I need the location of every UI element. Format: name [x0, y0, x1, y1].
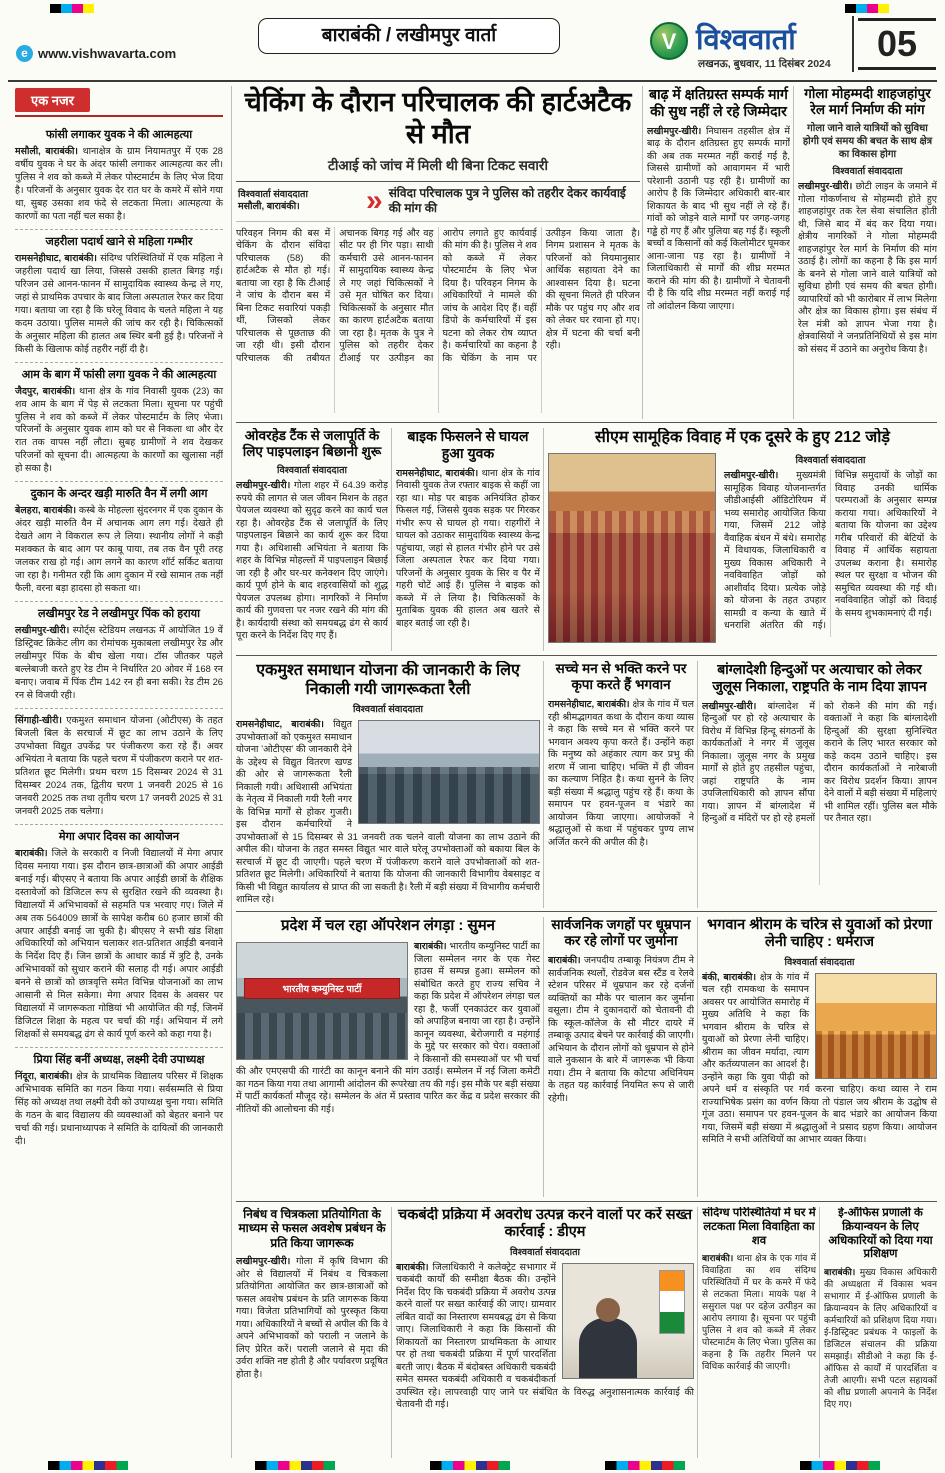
article-body — [548, 698, 694, 848]
headline: ओवरहेड टैंक से जलापूर्ति के लिए पाइपलाइन बिछानी शुरू — [242, 428, 382, 460]
article-bangladesh-protest — [702, 661, 937, 908]
byline: विश्ववार्ता संवाददाता — [353, 704, 423, 716]
article-body — [647, 125, 790, 313]
brief-text: एकमुश्त समाधान योजना (ओटीएस) के तहत बिजली बिल के सरचार्ज में छूट का लाभ उठाने के लिए उपभोक्ता विद्युत उपकेंद्र पर पंजीकरण करा रहे हैं। अवर अभियंता ने बताया कि पहले चरण में पंजीकरण कराने पर शत-प्रतिशत छूट मिलेगी। प्रथम चरण 15 दिसम्बर 2024 से 31 दिसम्बर 2024 तक, द्वितीय चरण 1 जनवरी 2025 से 16 जनवरी 2025 तक तथा तृतीय चरण 17 जनवरी 2025 से 31 जनवरी 2025 तक चलेगा। — [15, 713, 223, 816]
body-text: क्षेत्र के गांव में चल रही श्रीमद्भागवत कथा के दौरान कथा व्यास ने कहा कि सच्चे मन से भक्ति करने पर भगवान अवश्य कृपा करते हैं। उन्होंने कहा कि मनुष्य को अहंकार त्याग कर प्रभु की शरण में जाना चाहिए। भक्ति में ही जीवन का कल्याण निहित है। कथा सुनने के लिए बड़ी संख्या में श्रद्धालु पहुंच रहे हैं। कथा के समापन पर हवन-पूजन व भंडारे का आयोजन किया जाएगा। आयोजकों ने श्रद्धालुओं से कथा में पहुंचकर पुण्य लाभ अर्जित करने की अपील की है। — [548, 698, 694, 847]
registration-marks-top-left — [50, 4, 94, 13]
brief-text: थानाक्षेत्र के ग्राम नियामतपुर में एक 28 वर्षीय युवक ने घर के अंदर फांसी लगाकर आत्महत्या कर ली। पुलिस ने शव को कब्जे में लेकर पोस्टमार्टम के लिए भेज दिया है। परिजनों के अनुसार युवक देर रात घर के कमरे में सोने गया था, सुबह उसका शव फंदे से लटकता मिला। आत्महत्या के कारणों का पता नहीं चल सका है। — [15, 145, 223, 221]
body-text: गोला शहर में 64.39 करोड़ रुपये की लागत से जल जीवन मिशन के तहत पेयजल व्यवस्था को सुदृढ़ करने का कार्य चल रहा है। ओवरहेड टैंक से जलापूर्ति के लिए पाइपलाइन बिछाने का कार्य शुरू कर दिया गया है। अधिशासी अभियंता ने बताया कि शहर के विभिन्न मोहल्लों में पाइपलाइन बिछाई जा रही है और घर-घर कनेक्शन दिए जाएंगे। कार्य पूर्ण होने के बाद शहरवासियों को शुद्ध पेयजल उपलब्ध होगा। नागरिकों ने निर्माण कार्य की गुणवत्ता पर नजर रखने की मांग की है। कार्यदायी संस्था को समयबद्ध ढंग से कार्य पूरा करने के निर्देश दिए गए हैं। — [236, 479, 388, 641]
registration-marks-bottom — [255, 1461, 335, 1470]
body-text: जिलाधिकारी ने कलेक्ट्रेट सभागार में चकबंदी कार्यों की समीक्षा बैठक की। उन्होंने निर्देश दिए कि चकबंदी प्रक्रिया में अवरोध उत्पन्न करने वालों पर सख्त कार्रवाई की जाए। ग्रामवार लंबित वादों का निस्तारण समयबद्ध ढंग से किया जाए। जिलाधिकारी ने कहा कि किसानों की शिकायतों का निस्तारण प्राथमिकता के आधार पर हो तथा चकबंदी प्रक्रिया में पूर्ण पारदर्शिता बरती जाए। बैठक में बंदोबस्त अधिकारी चकबंदी समेत समस्त चकबंदी अधिकारी व चकबंदीकर्ता उपस्थित रहे। लापरवाही पाए जाने पर संबंधित के विरुद्ध अनुशासनात्मक कार्रवाई की चेतावनी दी गई। — [396, 1260, 694, 1410]
pull-quote — [366, 186, 638, 217]
news-brief — [15, 709, 223, 825]
body-text: थाना क्षेत्र के एक गांव में विवाहिता का शव संदिग्ध परिस्थितियों में घर के कमरे में फंदे से लटकता मिला। मायके पक्ष ने ससुराल पक्ष पर दहेज उत्पीड़न का आरोप लगाया है। सूचना पर पहुंची पुलिस ने शव को कब्जे में लेकर पोस्टमार्टम के लिए भेजा। पुलिस का कहना है कि तहरीर मिलने पर विधिक कार्रवाई की जाएगी। — [702, 1253, 816, 1372]
body-text: भारतीय कम्युनिस्ट पार्टी का जिला सम्मेलन नगर के एक गेस्ट हाउस में सम्पन्न हुआ। सम्मेलन को संबोधित करते हुए राज्य सचिव ने कहा कि प्रदेश में ऑपरेशन लंगड़ा चल रहा है, फर्जी एनकाउंटर कर युवाओं को अपाहिज बनाया जा रहा है। उन्होंने कानून व्यवस्था, बेरोजगारी व महंगाई के मुद्दे पर सरकार को घेरा। वक्ताओं ने किसानों की समस्याओं पर भी चर्चा की और एमएसपी की गारंटी का कानून बनाने की मांग उठाई। सम्मेलन में नई जिला कमेटी का गठन किया गया तथा आगामी आंदोलन की रूपरेखा तय की गई। इस मौके पर बड़ी संख्या में पार्टी कार्यकर्ता मौजूद रहे। सम्मेलन के अंत में प्रस्ताव पारित कर केंद्र व प्रदेश सरकार की नीतियों की आलोचना की गई। — [236, 940, 540, 1114]
brand-name: विश्ववार्ता — [696, 24, 796, 56]
brief-text: थाना क्षेत्र के गांव निवासी युवक (23) का शव आम के बाग में पेड़ से लटकता मिला। सूचना पर पहुंची पुलिस ने शव को कब्जे में लेकर पोस्टमार्टम के लिए भेजा। परिजनों के अनुसार युवक शाम को घर से निकला था और देर रात तक वापस नहीं लौटा। सुबह ग्रामीणों ने शव देखकर परिजनों को सूचना दी। आत्महत्या के कारणों का खुलासा नहीं हो सका है। — [15, 384, 223, 474]
headline: एकमुश्त समाधान योजना की जानकारी के लिए निकाली गयी जागरूकता रैली — [256, 662, 520, 699]
dateline: रामसनेहीघाट, बाराबंकी। — [236, 718, 324, 730]
article-essay-contest — [236, 1207, 388, 1458]
body-text: क्षेत्र के गांव में चल रही रामकथा के समापन अवसर पर आयोजित समारोह में मुख्य अतिथि ने कहा कि भगवान श्रीराम के चरित्र से युवाओं को प्रेरणा लेनी चाहिए। श्रीराम का जीवन मर्यादा, त्याग और कर्तव्यपालन का आदर्श है। उन्होंने कहा कि युवा पीढ़ी को अपने धर्म व संस्कृति पर गर्व करना चाहिए। कथा व्यास ने राम राज्याभिषेक प्रसंग का वर्णन किया तो पंडाल जय श्रीराम के उद्घोष से गूंज उठा। समापन पर हवन-पूजन के बाद भंडारे का आयोजन किया गया, जिसमें बड़ी संख्या में श्रद्धालुओं ने प्रसाद ग्रहण किया। आयोजन समिति ने सभी अतिथियों का आभार व्यक्त किया। — [702, 970, 937, 1145]
article-body — [798, 180, 937, 355]
headline: सीएम सामूहिक विवाह में एक दूसरे के हुए 212 जोड़े — [595, 429, 890, 446]
photo-dm-portrait — [562, 1263, 694, 1379]
article-cpi-conference — [236, 917, 540, 1197]
page-section-title: बाराबंकी / लखीमपुर वार्ता — [258, 18, 560, 54]
brief-dateline: लखीमपुर-खीरी। — [15, 624, 70, 636]
column-divider — [391, 428, 392, 651]
brief-dateline: सिंगाही-खीरी। — [15, 713, 62, 725]
article-woman-body — [702, 1207, 816, 1458]
byline: विश्ववार्ता संवाददाता — [277, 465, 347, 477]
article-smoking-fine — [548, 917, 694, 1197]
brief-body — [15, 252, 223, 356]
headline: सार्वजनिक जगहों पर धूम्रपान कर रहे लोगों पर जुर्माना — [551, 917, 691, 949]
brief-text: स्पोर्ट्स स्टेडियम लखनऊ में आयोजित 19 वें डिस्ट्रिक्ट क्रिकेट लीग का रोमांचक मुकाबला लखीमपुर रेड और लखीमपुर पिंक के बीच खेला गया। टॉस जीतकर पहले बल्लेबाजी करते हुए रेड टीम ने निर्धारित 20 ओवर में 168 रन बनाए। जवाब में पिंक टीम 142 रन ही बना सकी। रेड टीम 26 रन से विजयी रही। — [15, 624, 223, 700]
brief-text: जिले के सरकारी व निजी विद्यालयों में मेगा अपार दिवस मनाया गया। इस दौरान छात्र-छात्राओं की अपार आईडी बनाई गई। बीएसए ने बताया कि अपार आईडी छात्रों के शैक्षिक दस्तावेजों को डिजिटल रूप से सुरक्षित रखने की व्यवस्था है। विद्यालयों में अभिभावकों से सहमति पत्र भरवाए गए। जिले में अब तक 564009 छात्रों के सापेक्ष करीब 60 हजार छात्रों की अपार आईडी बनाई जा चुकी है। बीएसए ने सभी खंड शिक्षा अधिकारियों को अभियान चलाकर शत-प्रतिशत आईडी बनवाने के निर्देश दिए हैं। जिन छात्रों के आधार कार्ड में त्रुटि है, उनके अभिभावकों को सुधार कराने की सलाह दी गई। अपार आईडी बनने से छात्रों को छात्रवृत्ति समेत विभिन्न योजनाओं का लाभ आसानी से मिल सकेगा। मेगा अपार दिवस के अवसर पर विद्यालयों में जागरूकता गोष्ठियां भी आयोजित की गईं, जिनमें डिजिटल शिक्षा के महत्व पर चर्चा की गई। अभियान में लगे शिक्षकों से समयबद्ध ढंग से कार्य पूर्ण करने को कहा गया है। — [15, 846, 224, 1040]
section-divider — [236, 1201, 937, 1202]
brief-text: क्षेत्र के प्राथमिक विद्यालय परिसर में शिक्षक अभिभावक समिति का गठन किया गया। सर्वसम्मति से प्रिया सिंह को अध्यक्ष तथा लक्ष्मी देवी को उपाध्यक्ष चुना गया। समिति के गठन के बाद विद्यालय की व्यवस्थाओं को बेहतर बनाने पर चर्चा की गई। प्रधानाध्यापक ने समिति के दायित्वों की जानकारी दी। — [15, 1070, 223, 1147]
byline: विश्ववार्ता संवाददाता — [510, 1246, 580, 1258]
column-divider — [642, 86, 643, 419]
cpi-banner-text: भारतीय कम्युनिस्ट पार्टी — [244, 978, 400, 999]
news-brief — [15, 123, 223, 230]
article-pipeline — [236, 428, 388, 651]
headline: चेकिंग के दौरान परिचालक की हार्टअटैक से मौत — [244, 87, 632, 150]
headline: सच्चे मन से भक्ति करने पर कृपा करते हैं भगवान — [555, 661, 687, 693]
column-divider — [819, 1207, 820, 1458]
article-rail-demand — [798, 86, 937, 419]
column-divider — [543, 661, 544, 908]
dateline: रामसनेहीघाट, बाराबंकी। — [548, 698, 630, 710]
brief-headline: दुकान के अन्दर खड़ी मारुति वैन में लगी आग — [30, 488, 208, 501]
article-ots-rally — [236, 661, 540, 908]
dateline: लखीमपुर-खीरी। — [724, 469, 779, 481]
article-body — [702, 700, 937, 885]
registration-marks-bottom — [605, 1461, 685, 1470]
site-logo: e — [16, 45, 33, 62]
article-content — [548, 453, 937, 643]
brief-body — [15, 1070, 223, 1148]
column-divider — [697, 661, 698, 908]
article-meta — [236, 181, 640, 222]
brief-dateline: मसौली, बाराबंकी। — [15, 145, 78, 156]
article-conductor-death — [236, 86, 640, 419]
dateline: लखीमपुर-खीरी। — [236, 1255, 291, 1267]
column-divider — [391, 1207, 392, 1458]
dateline: लखीमपुर-खीरी। — [236, 479, 291, 491]
section-divider — [236, 422, 937, 423]
body-text: विद्युत उपभोक्ताओं को एकमुश्त समाधान योजना 'ओटीएस' की जानकारी देने के उद्देश्य से विद्युत वितरण खण्ड की ओर से जागरूकता रैली निकाली गयी। अधिशासी अभियंता के नेतृत्व में निकाली गयी रैली नगर के विभिन्न मार्गों से होकर गुजरी। इस दौरान कर्मचारियों ने उपभोक्ताओं से 15 दिसम्बर से 31 जनवरी तक चलने वाली योजना का लाभ उठाने की अपील की। योजना के तहत समस्त विद्युत भार वाले घरेलू उपभोक्ताओं को बकाया बिल के सरचार्ज में छूट दी जाएगी। पहले चरण में पंजीकरण कराने वाले उपभोक्ताओं को शत-प्रतिशत छूट मिलेगी। अधिकारियों ने बताया कि योजना की जानकारी विभागीय वेबसाइट व किसी भी विद्युत कार्यालय से प्राप्त की जा सकती है। रैली में बड़ी संख्या में विभागीय कर्मचारी शामिल रहे। — [236, 718, 540, 905]
page-number: 05 — [858, 18, 936, 70]
registration-marks-top-right — [845, 4, 889, 13]
article-shriram — [702, 917, 937, 1197]
brief-dateline: जैदपुर, बाराबंकी। — [15, 384, 76, 396]
dateline: बाराबंकी। — [414, 940, 447, 951]
article-body — [236, 718, 540, 906]
brief-body — [15, 145, 223, 223]
brief-body — [15, 504, 223, 595]
body-text: मुख्य विकास अधिकारी की अध्यक्षता में विकास भवन सभागार में ई-ऑफिस प्रणाली के क्रियान्वयन के लिए अधिकारियों व कर्मचारियों को प्रशिक्षण दिया गया। ई-डिस्ट्रिक्ट प्रबंधक ने फाइलों के डिजिटल संचालन की प्रक्रिया समझाई। सीडीओ ने कहा कि ई-ऑफिस से कार्यों में पारदर्शिता व तेजी आएगी। सभी पटल सहायकों को शीघ्र प्रणाली अपनाने के निर्देश दिए गए। — [824, 1267, 937, 1409]
brief-text: कस्बे के मोहल्ला सुंदरनगर में एक दुकान के अंदर खड़ी मारुति वैन में अचानक आग लग गई। देखते ही देखते आग ने विकराल रूप ले लिया। स्थानीय लोगों ने कड़ी मशक्कत के बाद आग पर काबू पाया, तब तक वैन पूरी तरह जलकर राख हो गई। आग लगने का कारण शॉर्ट सर्किट बताया जा रहा है। गनीमत रही कि आग दुकान में रखे सामान तक नहीं फैली, वरना बड़ा हादसा हो सकता था। — [15, 504, 224, 594]
article-body — [824, 1267, 937, 1411]
article-subhead: टीआई को जांच में मिली थी बिना टिकट सवारी — [328, 157, 548, 173]
column-divider — [793, 86, 794, 419]
dateline: लखीमपुर-खीरी। — [702, 699, 757, 711]
dateline: रामसनेहीघाट, बाराबंकी। — [396, 466, 479, 478]
brief-headline: आम के बाग में फांसी लगा युवक ने की आत्महत्या — [21, 368, 217, 381]
article-subhead: गोला जाने वाले यात्रियों को सुविधा होगी एवं समय की बचत के साथ क्षेत्र का विकास होगा — [802, 123, 933, 161]
byline: विश्ववार्ता संवाददाता — [795, 455, 866, 467]
headline: ई-ऑफिस प्रणाली के क्रियान्वयन के लिए अधिकारियों को दिया गया प्रशिक्षण — [828, 1207, 933, 1261]
pull-quote-text: संविदा परिचालक पुत्र ने पुलिस को तहरीर देकर कार्यवाई की मांग की — [388, 185, 626, 216]
dateline: बंकी, बाराबंकी। — [702, 970, 757, 982]
masthead-rule — [8, 80, 937, 82]
brief-headline: फांसी लगाकर युवक ने की आत्महत्या — [45, 129, 193, 141]
photo-awareness-rally — [358, 720, 540, 824]
sidebar-ek-nazar — [8, 88, 230, 1458]
brief-body — [15, 847, 223, 1042]
headline: निबंध व चित्रकला प्रतियोगिता के माध्यम से फसल अवशेष प्रबंधन के प्रति किया जागरूक — [238, 1207, 386, 1250]
body-text: थाना क्षेत्र के गांव निवासी युवक तेज रफ्तार बाइक से कहीं जा रहा था। मोड़ पर बाइक अनियंत्रित होकर फिसल गई, जिससे युवक सड़क पर गिरकर गंभीर रूप से घायल हो गया। राहगीरों ने घायल को उठाकर सामुदायिक स्वास्थ्य केन्द्र पहुंचाया, जहां से हालत गंभीर होने पर उसे जिला अस्पताल रेफर कर दिया गया। परिजनों के अनुसार युवक के सिर व पैर में गहरी चोटें आई हैं। पुलिस ने बाइक को कब्जे में ले लिया है। चिकित्सकों के मुताबिक युवक की हालत अब खतरे से बाहर बताई जा रही है। — [396, 466, 540, 628]
article-body — [724, 453, 937, 643]
column-divider — [697, 917, 698, 1197]
brand-logo-icon: V — [650, 22, 688, 60]
registration-marks-bottom — [48, 1461, 128, 1470]
headline: प्रदेश में चल रहा ऑपरेशन लंगड़ा : सुमन — [280, 917, 495, 934]
sidebar-header — [15, 88, 223, 117]
news-brief — [15, 602, 223, 709]
article-body — [236, 227, 640, 413]
dateline: बाराबंकी। — [824, 1267, 856, 1278]
headline: बांग्लादेशी हिन्दुओं पर अत्याचार को लेकर जुलूस निकाला, राष्ट्रपति के नाम दिया ज्ञापन — [712, 661, 927, 694]
column-divider — [543, 428, 544, 651]
sidebar-header-label: एक नजर — [15, 88, 90, 112]
brief-dateline: रामसनेहीघाट, बाराबंकी। — [15, 251, 97, 263]
byline: विश्ववार्ता संवाददाता — [238, 188, 308, 200]
quote-mark-icon: » — [366, 184, 383, 218]
brief-text: संदिग्ध परिस्थितियों में एक महिला ने जहरीला पदार्थ खा लिया, जिससे उसकी हालत बिगड़ गई। परिजन उसे आनन-फानन में सामुदायिक स्वास्थ्य केन्द्र ले गए, जहां से प्राथमिक उपचार के बाद जिला अस्पताल रेफर कर दिया गया। बताया जा रहा है कि घरेलू विवाद के चलते महिला ने यह कदम उठाया। पुलिस मामले की जांच कर रही है। चिकित्सकों के अनुसार महिला की हालत अब स्थिर बनी हुई है। परिजनों ने किसी के खिलाफ कोई तहरीर नहीं दी है। — [15, 251, 224, 354]
brief-body — [15, 624, 223, 702]
article-bike-accident — [396, 428, 540, 651]
headline: बाढ़ में क्षतिग्रस्त सम्पर्क मार्ग की सुध नहीं ले रहे जिम्मेदार — [649, 86, 788, 119]
news-brief — [15, 482, 223, 602]
person-silhouette — [579, 1318, 637, 1378]
headline: भगवान श्रीराम के चरित्र से युवाओं को प्रेरणा लेनी चाहिए : धर्मराज — [707, 917, 932, 951]
article-body — [236, 479, 388, 642]
edition-dateline: लखनऊ, बुधवार, 11 दिसंबर 2024 — [698, 58, 831, 70]
brief-headline: जहरीला पदार्थ खाने से महिला गम्भीर — [45, 235, 193, 248]
column-divider — [231, 86, 232, 1458]
byline: विश्ववार्ता संवाददाता — [832, 166, 903, 178]
brief-body — [15, 385, 223, 476]
photo-ram-katha — [815, 973, 937, 1079]
dateline: बाराबंकी। — [548, 954, 581, 966]
body-text: जनपदीय तम्बाकू नियंत्रण टीम ने सार्वजनिक स्थलों, रोडवेज बस स्टैंड व रेलवे स्टेशन परिसर में धूम्रपान कर रहे दर्जनों व्यक्तियों का मौके पर चालान कर जुर्माना वसूला। टीम ने दुकानदारों को चेतावनी दी कि स्कूल-कॉलेज के सौ मीटर दायरे में तम्बाकू उत्पाद बेचने पर कार्रवाई की जाएगी। अभियान के दौरान लोगों को धूम्रपान से होने वाले नुकसान के बारे में जागरूक भी किया गया। टीम ने बताया कि कोटपा अधिनियम के तहत यह कार्रवाई नियमित रूप से जारी रहेगी। — [548, 954, 694, 1103]
column-divider — [697, 1207, 698, 1458]
body-text: मुख्यमंत्री सामूहिक विवाह योजनान्तर्गत जीडीआईसी ऑडिटोरियम में भव्य समारोह आयोजित किया गया, जिसमें 212 जोड़े वैवाहिक बंधन में बंधे। समारोह में विधायक, जिलाधिकारी व मुख्य विकास अधिकारी ने नवविवाहित जोड़ों को आशीर्वाद दिया। प्रत्येक जोड़े को योजना के तहत उपहार सामग्री व कन्या के खाते में धनराशि अंतरित की गई। विभिन्न समुदायों के जोड़ों का विवाह उनकी धार्मिक परम्पराओं के अनुसार सम्पन्न कराया गया। अधिकारियों ने बताया कि योजना का उद्देश्य गरीब परिवारों की बेटियों के विवाह में आर्थिक सहायता उपलब्ध कराना है। समारोह स्थल पर सुरक्षा व भोजन की समुचित व्यवस्था की गई थी। नवविवाहित जोड़ों को विदाई के समय शुभकामनाएं दी गईं। — [724, 469, 937, 631]
section-divider — [236, 911, 937, 912]
photo-mass-wedding — [548, 453, 716, 643]
registration-marks-bottom — [430, 1461, 510, 1470]
article-body — [548, 954, 694, 1104]
body-text: बांग्लादेश में हिन्दुओं पर हो रहे अत्याचार के विरोध में विभिन्न हिन्दू संगठनों के कार्यकर्ताओं ने नगर में जुलूस निकाला। जुलूस नगर के प्रमुख मार्गों से होते हुए तहसील पहुंचा, जहां राष्ट्रपति के नाम उपजिलाधिकारी को ज्ञापन सौंपा गया। ज्ञापन में बांग्लादेश में हिन्दुओं व मंदिरों पर हो रहे हमलों को रोकने की मांग की गई। वक्ताओं ने कहा कि बांग्लादेशी हिन्दुओं की सुरक्षा सुनिश्चित कराने के लिए भारत सरकार को कड़े कदम उठाने चाहिए। इस दौरान कार्यकर्ताओं ने नारेबाजी कर विरोध प्रदर्शन किया। ज्ञापन देने वालों में बड़ी संख्या में महिलाएं भी शामिल रहीं। पुलिस बल मौके पर तैनात रहा। — [702, 699, 937, 824]
body-text: छोटी लाइन के जमाने में गोला गोकर्णनाथ से मोहम्मदी होते हुए शाहजहांपुर तक रेल सेवा संचालित होती थी, जिसे बाद में बंद कर दिया गया। क्षेत्रीय नागरिकों ने गोला मोहम्मदी शाहजहांपुर रेल मार्ग के निर्माण की मांग उठाई है। लोगों का कहना है कि इस मार्ग के बनने से गोला जाने वाले यात्रियों को सुविधा होगी एवं समय की बचत होगी। व्यापारियों को भी कारोबार में लाभ मिलेगा और क्षेत्र का विकास होगा। इस संबंध में रेल मंत्री को ज्ञापन भेजा गया है। क्षेत्रवासियों ने जनप्रतिनिधियों से इस मांग को संसद में उठाने का अनुरोध किया है। — [798, 180, 937, 354]
body-text: गोला में कृषि विभाग की ओर से विद्यालयों में निबंध व चित्रकला प्रतियोगिता आयोजित कर छात्र-छात्राओं को फसल अवशेष प्रबंधन के प्रति जागरूक किया गया। विजेता प्रतिभागियों को पुरस्कृत किया गया। अधिकारियों ने बच्चों से अपील की कि वे अपने अभिभावकों को पराली न जलाने के लिए प्रेरित करें। पराली जलाने से मृदा की उर्वरा शक्ति नष्ट होती है और पर्यावरण प्रदूषित होता है। — [236, 1255, 388, 1379]
body-text: निघासन तहसील क्षेत्र में बाढ़ के दौरान क्षतिग्रस्त हुए सम्पर्क मार्गों की अब तक मरम्मत नहीं कराई गई है, जिससे ग्रामीणों को आवागमन में भारी परेशानी उठानी पड़ रही है। ग्रामीणों का आरोप है कि जिम्मेदार अधिकारी बार-बार शिकायत के बाद भी सुध नहीं ले रहे हैं। गांवों को जोड़ने वाले मार्गों पर जगह-जगह गड्ढे हो गए हैं और पुलिया बह गई हैं। स्कूली बच्चों व किसानों को कई किलोमीटर घूमकर आना-जाना पड़ रहा है। ग्रामीणों ने जिलाधिकारी से मार्गों की शीघ्र मरम्मत कराने की मांग की है। ग्रामीणों ने चेतावनी दी है कि यदि शीघ्र मरम्मत नहीं कराई गई तो आंदोलन किया जाएगा। — [647, 124, 790, 311]
column-divider — [543, 917, 544, 1197]
dateline: लखीमपुर-खीरी। — [647, 124, 702, 136]
article-body — [236, 1255, 388, 1380]
headline: बाइक फिसलने से घायल हुआ युवक — [407, 428, 529, 461]
masthead-divider — [852, 16, 854, 72]
article-bhakti — [548, 661, 694, 908]
dateline: लखीमपुर-खीरी। — [798, 180, 853, 192]
body-text: परिवहन निगम की बस में चेकिंग के दौरान संविदा परिचालक (58) की हार्टअटैक से मौत हो गई। बताया जा रहा है कि टीआई ने जांच के दौरान बस में बिना टिकट सवारियां पकड़ी थीं, जिसको लेकर परिचालक से पूछताछ की जा रही थी। इसी दौरान परिचालक की तबीयत अचानक बिगड़ गई और वह सीट पर ही गिर पड़ा। साथी कर्मचारी उसे आनन-फानन में सामुदायिक स्वास्थ्य केन्द्र ले गए जहां चिकित्सकों ने उसे मृत घोषित कर दिया। चिकित्सकों के अनुसार मौत का कारण हार्टअटैक बताया जा रहा है। मृतक के पुत्र ने पुलिस को तहरीर देकर टीआई पर उत्पीड़न का आरोप लगाते हुए कार्यवाई की मांग की है। पुलिस ने शव को कब्जे में लेकर पोस्टमार्टम के लिए भेज दिया है। परिवहन निगम के अधिकारियों ने मामले की जांच के आदेश दिए हैं। वहीं डिपो के कर्मचारियों में इस घटना को लेकर रोष व्याप्त है। कर्मचारियों का कहना है कि चेकिंग के नाम पर उत्पीड़न किया जाता है। निगम प्रशासन ने मृतक के परिजनों को नियमानुसार आर्थिक सहायता देने का आश्वासन दिया है। घटना की सूचना मिलते ही परिजन मौके पर पहुंच गए और शव को लेकर घर रवाना हो गए। क्षेत्र में घटना की चर्चा बनी रही। — [236, 226, 640, 363]
article-body — [702, 971, 937, 1146]
article-body — [236, 940, 540, 1115]
dateline: मसौली, बाराबंकी। — [238, 201, 300, 213]
brief-headline: प्रिया सिंह बनीं अध्यक्ष, लक्ष्मी देवी उपाध्यक्ष — [33, 1054, 205, 1067]
dateline: बाराबंकी। — [396, 1260, 429, 1272]
headline: गोला मोहम्मदी शाहजहांपुर रेल मार्ग निर्माण की मांग — [804, 86, 931, 118]
brief-body — [15, 714, 223, 818]
headline: संदिग्ध परिस्थितियों में घर में लटकता मिला विवाहिता का शव — [702, 1207, 816, 1247]
headline: चकबंदी प्रक्रिया में अवरोध उत्पन्न करने वालों पर करें सख्त कार्रवाई : डीएम — [398, 1207, 692, 1241]
news-brief — [15, 363, 223, 483]
news-brief — [15, 1048, 223, 1154]
photo-cpi-rally — [236, 942, 408, 1060]
article-chakbandi-dm — [396, 1207, 694, 1458]
article-body — [396, 467, 540, 630]
article-mass-wedding — [548, 428, 937, 651]
brief-headline: लखीमपुर रेड ने लखीमपुर पिंक को हराया — [37, 608, 201, 621]
brief-dateline: बाराबंकी। — [15, 846, 48, 858]
byline-block — [238, 189, 356, 214]
article-body — [396, 1261, 694, 1411]
brief-dateline: बेलहरा, बाराबंकी। — [15, 504, 77, 516]
registration-marks-bottom — [800, 1461, 880, 1470]
byline: विश्ववार्ता संवाददाता — [784, 956, 855, 968]
news-brief — [15, 230, 223, 363]
section-divider — [236, 655, 937, 656]
article-eoffice-training — [824, 1207, 937, 1458]
dateline: बाराबंकी। — [702, 1253, 734, 1264]
article-damaged-road — [647, 86, 790, 419]
brief-headline: मेगा अपार दिवस का आयोजन — [58, 830, 180, 843]
news-brief — [15, 825, 223, 1049]
india-flag-icon — [659, 1270, 685, 1334]
website-url[interactable]: www.vishwavarta.com — [38, 46, 177, 61]
article-body — [702, 1253, 816, 1373]
brief-dateline: निंदूरा, बाराबंकी। — [15, 1070, 73, 1082]
